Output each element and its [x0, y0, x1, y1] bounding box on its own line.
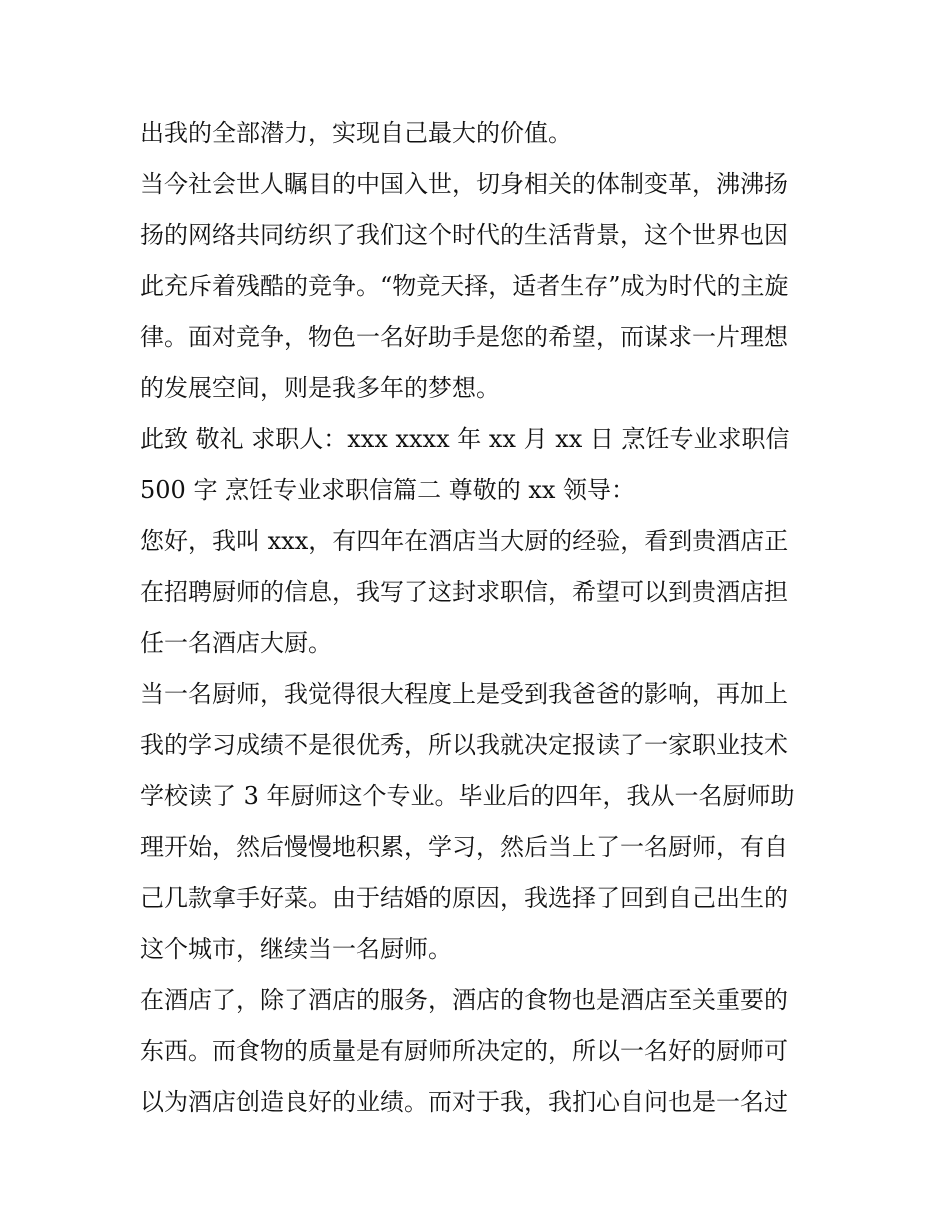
text-line: 在酒店了，除了酒店的服务，酒店的食物也是酒店至关重要的 [140, 986, 788, 1014]
text-line: 这个城市，继续当一名厨师。 [140, 935, 452, 963]
text-line: 当一名厨师，我觉得很大程度上是受到我爸爸的影响，再加上 [140, 680, 788, 708]
text-line: 此致 敬礼 求职人：xxx xxxx 年 xx 月 xx 日 烹饪专业求职信 [140, 425, 790, 453]
text-line: 的发展空间，则是我多年的梦想。 [140, 374, 500, 402]
text-line: 扬的网络共同纺织了我们这个时代的生活背景，这个世界也因 [140, 221, 788, 249]
text-line: 理开始，然后慢慢地积累，学习，然后当上了一名厨师，有自 [140, 833, 788, 861]
text-line: 律。面对竞争，物色一名好助手是您的希望，而谋求一片理想 [140, 323, 788, 351]
text-line: 此充斥着残酷的竞争。“物竞天择，适者生存”成为时代的主旋 [140, 272, 789, 300]
document-body [140, 108, 820, 1128]
text-line: 我的学习成绩不是很优秀，所以我就决定报读了一家职业技术 [140, 731, 788, 759]
text-line: 当今社会世人瞩目的中国入世，切身相关的体制变革，沸沸扬 [140, 170, 788, 198]
text-line: 东西。而食物的质量是有厨师所决定的，所以一名好的厨师可 [140, 1037, 788, 1065]
text-line: 500 字 烹饪专业求职信篇二 尊敬的 xx 领导： [140, 476, 636, 504]
text-line: 在招聘厨师的信息，我写了这封求职信，希望可以到贵酒店担 [140, 578, 788, 606]
text-line: 以为酒店创造良好的业绩。而对于我，我扪心自问也是一名过 [140, 1088, 788, 1116]
text-line: 您好，我叫 xxx，有四年在酒店当大厨的经验，看到贵酒店正 [140, 527, 789, 555]
text-line: 任一名酒店大厨。 [140, 629, 332, 657]
text-line: 出我的全部潜力，实现自己最大的价值。 [140, 119, 572, 147]
text-line: 己几款拿手好菜。由于结婚的原因，我选择了回到自己出生的 [140, 884, 788, 912]
text-line: 学校读了 3 年厨师这个专业。毕业后的四年，我从一名厨师助 [140, 782, 795, 810]
